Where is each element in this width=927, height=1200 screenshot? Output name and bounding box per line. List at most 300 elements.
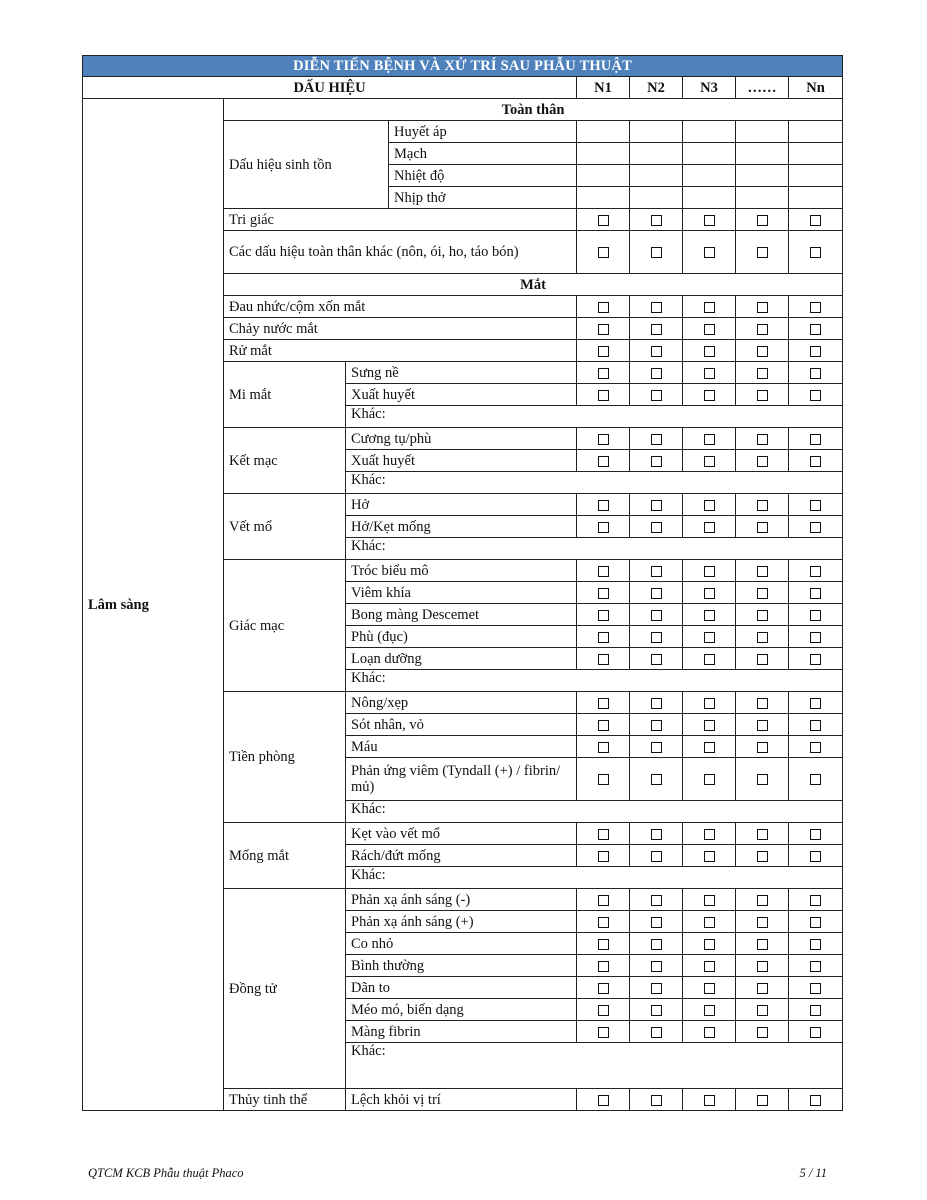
entry-cell[interactable] <box>736 187 789 209</box>
checkbox[interactable] <box>704 851 715 862</box>
checkbox[interactable] <box>598 566 609 577</box>
checkbox-cell <box>736 1021 789 1043</box>
checkbox[interactable] <box>651 774 662 785</box>
checkbox[interactable] <box>598 215 609 226</box>
checkbox[interactable] <box>757 610 768 621</box>
checkbox-cell <box>683 296 736 318</box>
checkbox-cell <box>630 736 683 758</box>
checkbox-cell <box>789 231 843 274</box>
checkbox-cell <box>736 428 789 450</box>
checkbox-cell <box>577 823 630 845</box>
checkbox[interactable] <box>598 654 609 665</box>
checkbox[interactable] <box>810 1005 821 1016</box>
item-label: Hở/Kẹt mống <box>346 516 577 538</box>
checkbox[interactable] <box>651 390 662 401</box>
checkbox[interactable] <box>704 500 715 511</box>
checkbox[interactable] <box>598 610 609 621</box>
entry-cell[interactable] <box>789 187 843 209</box>
other-entry-field[interactable]: Khác: <box>346 1043 843 1089</box>
checkbox[interactable] <box>757 654 768 665</box>
checkbox[interactable] <box>704 522 715 533</box>
checkbox-cell <box>789 384 843 406</box>
checkbox[interactable] <box>651 456 662 467</box>
checkbox-cell <box>630 845 683 867</box>
checkbox[interactable] <box>651 720 662 731</box>
item-label: Kẹt vào vết mổ <box>346 823 577 845</box>
checkbox-cell <box>683 889 736 911</box>
checkbox[interactable] <box>810 1027 821 1038</box>
entry-cell[interactable] <box>577 187 630 209</box>
checkbox[interactable] <box>598 895 609 906</box>
checkbox-cell <box>630 758 683 801</box>
checkbox[interactable] <box>810 961 821 972</box>
checkbox[interactable] <box>704 456 715 467</box>
entry-cell[interactable] <box>630 165 683 187</box>
other-entry-field[interactable]: Khác: <box>346 867 843 889</box>
checkbox-cell <box>577 1089 630 1111</box>
checkbox[interactable] <box>704 654 715 665</box>
checkbox[interactable] <box>651 588 662 599</box>
checkbox[interactable] <box>598 961 609 972</box>
checkbox[interactable] <box>704 434 715 445</box>
tri-giac-label: Tri giác <box>224 209 577 231</box>
footer-document-name: QTCM KCB Phẫu thuật Phaco <box>88 1166 244 1180</box>
checkbox-cell <box>630 692 683 714</box>
checkbox-cell <box>630 933 683 955</box>
checkbox[interactable] <box>651 917 662 928</box>
checkbox[interactable] <box>810 324 821 335</box>
checkbox[interactable] <box>651 1095 662 1106</box>
entry-cell[interactable] <box>630 187 683 209</box>
other-entry-field[interactable]: Khác: <box>346 801 843 823</box>
checkbox[interactable] <box>651 566 662 577</box>
other-entry-field[interactable]: Khác: <box>346 406 843 428</box>
checkbox[interactable] <box>810 566 821 577</box>
checkbox[interactable] <box>704 247 715 258</box>
checkbox[interactable] <box>704 895 715 906</box>
checkbox[interactable] <box>651 632 662 643</box>
entry-cell[interactable] <box>789 165 843 187</box>
item-label: Dãn to <box>346 977 577 999</box>
item-label: Máu <box>346 736 577 758</box>
section-toan-than: Toàn thân <box>224 99 843 121</box>
checkbox-cell <box>736 318 789 340</box>
checkbox[interactable] <box>704 588 715 599</box>
checkbox[interactable] <box>757 247 768 258</box>
entry-cell[interactable] <box>789 121 843 143</box>
checkbox[interactable] <box>651 610 662 621</box>
checkbox[interactable] <box>598 368 609 379</box>
checkbox[interactable] <box>651 698 662 709</box>
checkbox[interactable] <box>704 610 715 621</box>
checkbox[interactable] <box>757 302 768 313</box>
checkbox[interactable] <box>704 1027 715 1038</box>
entry-cell[interactable] <box>683 121 736 143</box>
checkbox[interactable] <box>651 368 662 379</box>
checkbox[interactable] <box>810 632 821 643</box>
checkbox[interactable] <box>757 851 768 862</box>
checkbox[interactable] <box>651 851 662 862</box>
checkbox[interactable] <box>704 324 715 335</box>
checkbox-cell <box>683 955 736 977</box>
checkbox[interactable] <box>598 1005 609 1016</box>
checkbox[interactable] <box>810 939 821 950</box>
checkbox-cell <box>736 889 789 911</box>
checkbox[interactable] <box>810 1095 821 1106</box>
column-header: N2 <box>630 77 683 99</box>
checkbox[interactable] <box>810 654 821 665</box>
checkbox[interactable] <box>757 346 768 357</box>
checkbox-cell <box>630 911 683 933</box>
checkbox[interactable] <box>704 566 715 577</box>
checkbox[interactable] <box>651 302 662 313</box>
lam-sang-label: Lâm sàng <box>83 99 224 1111</box>
checkbox[interactable] <box>810 774 821 785</box>
checkbox[interactable] <box>757 1095 768 1106</box>
checkbox[interactable] <box>651 346 662 357</box>
group-label: Mống mắt <box>224 823 346 889</box>
checkbox[interactable] <box>757 917 768 928</box>
entry-cell[interactable] <box>736 121 789 143</box>
checkbox[interactable] <box>704 1095 715 1106</box>
checkbox[interactable] <box>598 829 609 840</box>
checkbox[interactable] <box>598 500 609 511</box>
checkbox[interactable] <box>598 917 609 928</box>
table-title: DIỄN TIẾN BỆNH VÀ XỬ TRÍ SAU PHẪU THUẬT <box>83 56 843 77</box>
checkbox-cell <box>683 362 736 384</box>
checkbox[interactable] <box>810 247 821 258</box>
checkbox[interactable] <box>651 895 662 906</box>
checkbox[interactable] <box>704 983 715 994</box>
entry-cell[interactable] <box>683 143 736 165</box>
checkbox[interactable] <box>810 215 821 226</box>
checkbox-cell <box>736 1089 789 1111</box>
checkbox-cell <box>736 736 789 758</box>
checkbox-cell <box>683 560 736 582</box>
checkbox-cell <box>736 758 789 801</box>
checkbox-cell <box>789 648 843 670</box>
checkbox-cell <box>630 450 683 472</box>
checkbox-cell <box>789 209 843 231</box>
checkbox[interactable] <box>704 632 715 643</box>
checkbox[interactable] <box>598 390 609 401</box>
item-label: Bình thường <box>346 955 577 977</box>
entry-cell[interactable] <box>630 121 683 143</box>
checkbox-cell <box>789 845 843 867</box>
checkbox-cell <box>577 384 630 406</box>
checkbox[interactable] <box>651 939 662 950</box>
checkbox-cell <box>789 823 843 845</box>
checkbox[interactable] <box>704 742 715 753</box>
checkbox-cell <box>630 977 683 999</box>
checkbox-cell <box>736 845 789 867</box>
item-label: Rách/đứt mống <box>346 845 577 867</box>
checkbox[interactable] <box>757 774 768 785</box>
vital-sign-label: Nhiệt độ <box>389 165 577 187</box>
checkbox[interactable] <box>810 895 821 906</box>
checkbox[interactable] <box>810 500 821 511</box>
checkbox[interactable] <box>757 215 768 226</box>
checkbox[interactable] <box>704 346 715 357</box>
item-label: Nông/xẹp <box>346 692 577 714</box>
checkbox-cell <box>683 450 736 472</box>
checkbox-cell <box>683 318 736 340</box>
checkbox-cell <box>577 296 630 318</box>
checkbox[interactable] <box>757 961 768 972</box>
checkbox-cell <box>736 582 789 604</box>
checkbox[interactable] <box>598 774 609 785</box>
column-header: N1 <box>577 77 630 99</box>
checkbox[interactable] <box>651 654 662 665</box>
checkbox-cell <box>630 714 683 736</box>
group-label: Kết mạc <box>224 428 346 494</box>
checkbox[interactable] <box>757 368 768 379</box>
checkbox[interactable] <box>704 368 715 379</box>
checkbox[interactable] <box>598 456 609 467</box>
checkbox[interactable] <box>757 522 768 533</box>
checkbox[interactable] <box>598 698 609 709</box>
entry-cell[interactable] <box>577 165 630 187</box>
checkbox[interactable] <box>810 610 821 621</box>
checkbox[interactable] <box>757 390 768 401</box>
checkbox[interactable] <box>704 215 715 226</box>
checkbox-cell <box>683 714 736 736</box>
checkbox[interactable] <box>757 939 768 950</box>
checkbox[interactable] <box>651 215 662 226</box>
item-label: Lệch khỏi vị trí <box>346 1089 577 1111</box>
item-label: Xuất huyết <box>346 450 577 472</box>
checkbox[interactable] <box>810 698 821 709</box>
checkbox[interactable] <box>598 632 609 643</box>
checkbox[interactable] <box>810 434 821 445</box>
checkbox-cell <box>736 911 789 933</box>
checkbox[interactable] <box>757 588 768 599</box>
checkbox[interactable] <box>757 434 768 445</box>
checkbox-cell <box>577 692 630 714</box>
checkbox-cell <box>683 582 736 604</box>
checkbox-cell <box>736 626 789 648</box>
checkbox-cell <box>630 209 683 231</box>
checkbox-cell <box>789 911 843 933</box>
checkbox-cell <box>736 692 789 714</box>
checkbox[interactable] <box>651 1005 662 1016</box>
checkbox[interactable] <box>704 774 715 785</box>
vital-sign-label: Huyết áp <box>389 121 577 143</box>
section-mat: Mắt <box>224 274 843 296</box>
checkbox-cell <box>789 450 843 472</box>
checkbox-cell <box>630 560 683 582</box>
checkbox[interactable] <box>651 434 662 445</box>
checkbox[interactable] <box>598 588 609 599</box>
vital-signs-group: Dấu hiệu sinh tồn <box>224 121 389 209</box>
checkbox-cell <box>577 911 630 933</box>
checkbox[interactable] <box>704 390 715 401</box>
eye-sign-label: Chảy nước mắt <box>224 318 577 340</box>
checkbox-cell <box>683 736 736 758</box>
checkbox-cell <box>630 604 683 626</box>
checkbox[interactable] <box>757 456 768 467</box>
checkbox[interactable] <box>757 895 768 906</box>
checkbox-cell <box>736 999 789 1021</box>
checkbox[interactable] <box>810 368 821 379</box>
checkbox-cell <box>577 494 630 516</box>
checkbox[interactable] <box>598 720 609 731</box>
checkbox-cell <box>736 955 789 977</box>
checkbox[interactable] <box>598 742 609 753</box>
checkbox[interactable] <box>598 434 609 445</box>
checkbox-cell <box>683 209 736 231</box>
checkbox-cell <box>789 692 843 714</box>
checkbox[interactable] <box>757 632 768 643</box>
checkbox-cell <box>577 604 630 626</box>
checkbox[interactable] <box>651 500 662 511</box>
checkbox[interactable] <box>704 939 715 950</box>
checkbox[interactable] <box>651 1027 662 1038</box>
checkbox-cell <box>789 1021 843 1043</box>
checkbox[interactable] <box>757 566 768 577</box>
checkbox[interactable] <box>810 917 821 928</box>
checkbox-cell <box>736 648 789 670</box>
checkbox[interactable] <box>810 829 821 840</box>
checkbox[interactable] <box>757 324 768 335</box>
vital-sign-label: Nhịp thở <box>389 187 577 209</box>
checkbox-cell <box>683 340 736 362</box>
eye-sign-label: Đau nhức/cộm xốn mắt <box>224 296 577 318</box>
checkbox[interactable] <box>651 522 662 533</box>
checkbox-cell <box>789 340 843 362</box>
checkbox[interactable] <box>598 1095 609 1106</box>
item-label: Sưng nề <box>346 362 577 384</box>
entry-cell[interactable] <box>577 121 630 143</box>
checkbox-cell <box>630 494 683 516</box>
checkbox[interactable] <box>810 851 821 862</box>
checkbox-cell <box>577 977 630 999</box>
checkbox[interactable] <box>598 247 609 258</box>
checkbox[interactable] <box>757 742 768 753</box>
checkbox-cell <box>789 736 843 758</box>
checkbox[interactable] <box>651 961 662 972</box>
checkbox[interactable] <box>704 961 715 972</box>
checkbox[interactable] <box>810 390 821 401</box>
checkbox-cell <box>630 955 683 977</box>
header-signs: DẤU HIỆU <box>83 77 577 99</box>
item-label: Co nhỏ <box>346 933 577 955</box>
checkbox[interactable] <box>704 720 715 731</box>
checkbox-cell <box>736 823 789 845</box>
checkbox[interactable] <box>757 1027 768 1038</box>
checkbox[interactable] <box>757 1005 768 1016</box>
checkbox-cell <box>630 1021 683 1043</box>
item-label: Bong màng Descemet <box>346 604 577 626</box>
checkbox-cell <box>630 318 683 340</box>
item-label: Viêm khía <box>346 582 577 604</box>
checkbox-cell <box>577 231 630 274</box>
checkbox[interactable] <box>810 302 821 313</box>
checkbox-cell <box>789 889 843 911</box>
checkbox[interactable] <box>704 917 715 928</box>
checkbox-cell <box>736 714 789 736</box>
checkbox[interactable] <box>651 742 662 753</box>
checkbox-cell <box>736 209 789 231</box>
checkbox-cell <box>577 845 630 867</box>
other-entry-field[interactable]: Khác: <box>346 538 843 560</box>
checkbox[interactable] <box>757 983 768 994</box>
entry-cell[interactable] <box>683 187 736 209</box>
checkbox-cell <box>789 758 843 801</box>
entry-cell[interactable] <box>630 143 683 165</box>
column-header: Nn <box>789 77 843 99</box>
entry-cell[interactable] <box>736 165 789 187</box>
checkbox-cell <box>630 626 683 648</box>
checkbox[interactable] <box>704 302 715 313</box>
checkbox-cell <box>683 1089 736 1111</box>
checkbox[interactable] <box>757 698 768 709</box>
checkbox[interactable] <box>810 983 821 994</box>
checkbox[interactable] <box>810 742 821 753</box>
entry-cell[interactable] <box>577 143 630 165</box>
column-header: N3 <box>683 77 736 99</box>
entry-cell[interactable] <box>683 165 736 187</box>
other-entry-field[interactable]: Khác: <box>346 670 843 692</box>
checkbox[interactable] <box>651 324 662 335</box>
checkbox[interactable] <box>810 346 821 357</box>
checkbox[interactable] <box>704 1005 715 1016</box>
checkbox[interactable] <box>810 522 821 533</box>
item-label: Loạn dưỡng <box>346 648 577 670</box>
checkbox[interactable] <box>598 851 609 862</box>
checkbox-cell <box>789 955 843 977</box>
checkbox[interactable] <box>810 456 821 467</box>
checkbox-cell <box>630 823 683 845</box>
checkbox[interactable] <box>598 346 609 357</box>
checkbox-cell <box>683 933 736 955</box>
checkbox-cell <box>577 758 630 801</box>
entry-cell[interactable] <box>736 143 789 165</box>
checkbox-cell <box>789 999 843 1021</box>
other-entry-field[interactable]: Khác: <box>346 472 843 494</box>
checkbox-cell <box>577 318 630 340</box>
checkbox-cell <box>683 845 736 867</box>
checkbox[interactable] <box>757 829 768 840</box>
checkbox[interactable] <box>598 324 609 335</box>
item-label: Phản xạ ánh sáng (-) <box>346 889 577 911</box>
checkbox[interactable] <box>651 247 662 258</box>
checkbox[interactable] <box>651 829 662 840</box>
checkbox-cell <box>789 560 843 582</box>
item-label: Màng fibrin <box>346 1021 577 1043</box>
checkbox-cell <box>789 296 843 318</box>
checkbox-cell <box>736 933 789 955</box>
checkbox-cell <box>736 362 789 384</box>
checkbox-cell <box>630 516 683 538</box>
checkbox[interactable] <box>598 522 609 533</box>
entry-cell[interactable] <box>789 143 843 165</box>
checkbox[interactable] <box>704 829 715 840</box>
checkbox[interactable] <box>598 939 609 950</box>
checkbox[interactable] <box>651 983 662 994</box>
checkbox-cell <box>683 648 736 670</box>
checkbox[interactable] <box>810 588 821 599</box>
checkbox[interactable] <box>704 698 715 709</box>
checkbox[interactable] <box>810 720 821 731</box>
checkbox[interactable] <box>598 1027 609 1038</box>
checkbox[interactable] <box>598 983 609 994</box>
checkbox-cell <box>577 450 630 472</box>
checkbox[interactable] <box>757 720 768 731</box>
checkbox[interactable] <box>598 302 609 313</box>
checkbox-cell <box>630 582 683 604</box>
checkbox[interactable] <box>757 500 768 511</box>
